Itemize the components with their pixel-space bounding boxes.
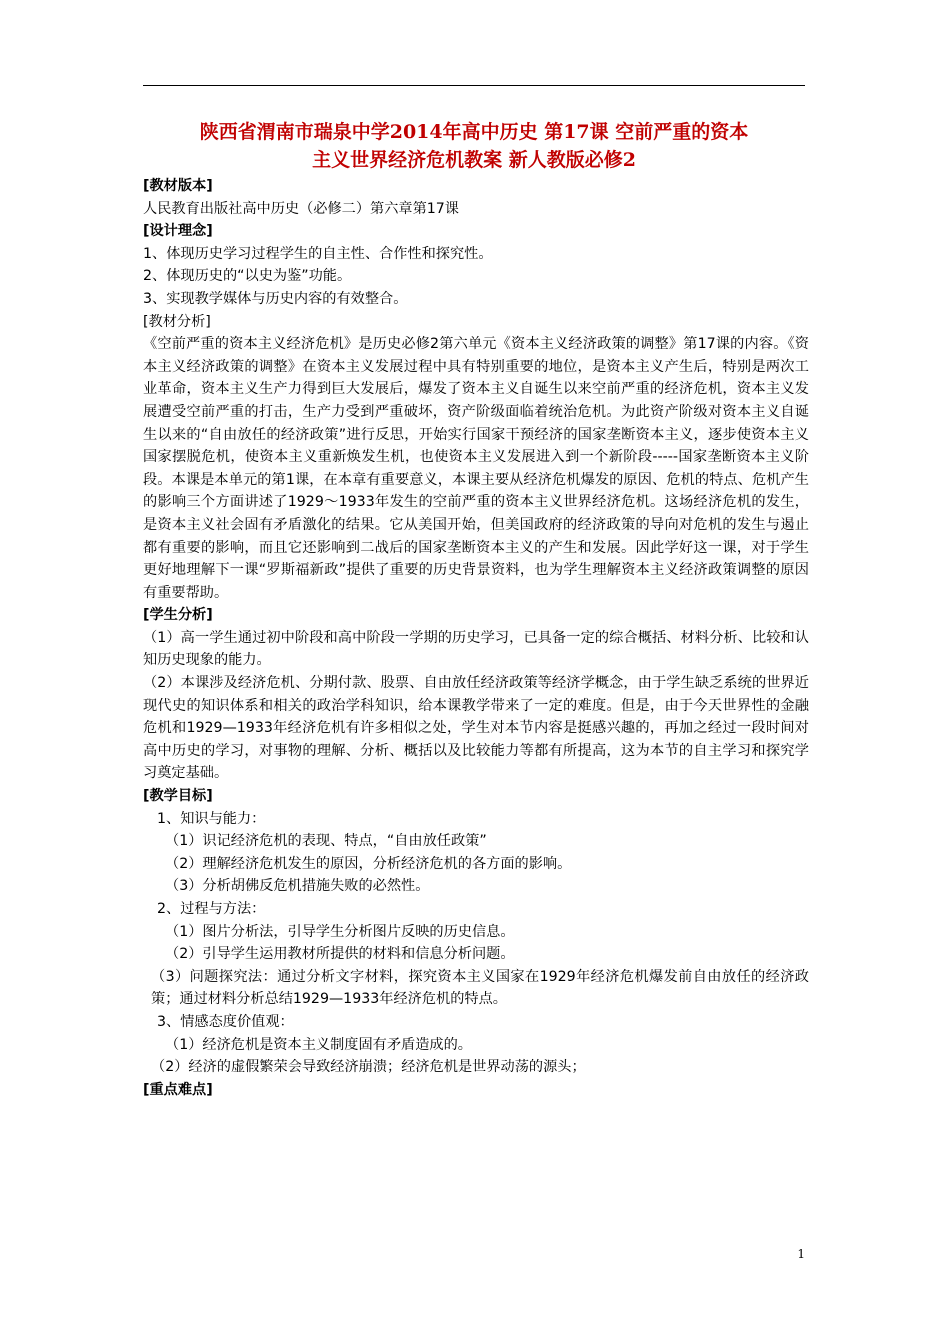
goal-item: （1）经济危机是资本主义制度固有矛盾造成的。	[165, 1036, 472, 1053]
design-item: 3、实现教学媒体与历史内容的有效整合。	[143, 290, 408, 307]
goal-item: （2）理解经济危机发生的原因，分析经济危机的各方面的影响。	[165, 855, 572, 872]
section-heading-design: [设计理念]	[143, 223, 213, 240]
goal-item: （1）识记经济危机的表现、特点，“自由放任政策”	[165, 833, 487, 850]
textbook-version-text: 人民教育出版社高中历史（必修二）第六章第17课	[143, 200, 459, 217]
goal-item: （3）分析胡佛反危机措施失败的必然性。	[165, 878, 430, 895]
goal-item: （2）经济的虚假繁荣会导致经济崩溃；经济危机是世界动荡的源头；	[151, 1059, 586, 1076]
goal-item: （2）引导学生运用教材所提供的材料和信息分析问题。	[165, 946, 515, 963]
document-body	[143, 175, 809, 1101]
goal-heading: 1、知识与能力：	[157, 810, 266, 827]
section-heading-goals: [教学目标]	[143, 788, 213, 805]
goal-item: （1）图片分析法，引导学生分析图片反映的历史信息。	[165, 923, 515, 940]
goal-heading: 3、情感态度价值观：	[157, 1013, 294, 1030]
design-item: 1、体现历史学习过程学生的自主性、合作性和探究性。	[143, 245, 493, 262]
header-rule	[143, 85, 805, 86]
title-line-1: 陕西省渭南市瑞泉中学2014年高中历史 第17课 空前严重的资本	[199, 121, 749, 143]
analysis-paragraph: 《空前严重的资本主义经济危机》是历史必修2第六单元《资本主义经济政策的调整》第17课的内容。《资本主义经济政策的调整》在资本主义发展过程中具有特别重要的地位，是资本主义产生后，特别是两次工业革命，资本主义生产力得到巨大发展后，爆发了资本主义自诞生以来空前严重的经济危机，资本主义发展遭受空前严重的打击，生产力受到严重破坏，资产阶级面临着统治危机。为此资产阶级对资本主义自诞生以来的“自由放任的经济政策”进行反思，开始实行国家干预经济的国家垄断资本主义，逐步使资本主义国家摆脱危机，使资本主义重新焕发生机，也使资本主义发展进入到一个新阶段-----国家垄断资本主义阶段。本课是本单元的第1课，在本章有重要意义，本课主要从经济危机爆发的原因、危机的特点、危机产生的影响三个方面讲述了1929～1933年发生的空前严重的资本主义世界经济危机。这场经济危机的发生，是资本主义社会固有矛盾激化的结果。它从美国开始，但美国政府的经济政策的导向对危机的发生与遏止都有重要的影响，而且它还影响到二战后的国家垄断资本主义的产生和发展。因此学好这一课，对于学生更好地理解下一课“罗斯福新政”提供了重要的历史背景资料，也为学生理解资本主义经济政策调整的原因有重要帮助。	[143, 336, 809, 601]
section-heading-textbook-version: [教材版本]	[143, 178, 213, 194]
goal-item: （3）问题探究法：通过分析文字材料，探究资本主义国家在1929年经济危机爆发前自由放任的经济政策；通过材料分析总结1929—1933年经济危机的特点。	[151, 968, 809, 1008]
goal-heading: 2、过程与方法：	[157, 901, 266, 917]
student-paragraph: （1）高一学生通过初中阶段和高中阶段一学期的历史学习，已具备一定的综合概括、材料分析、比较和认知历史现象的能力。	[143, 629, 809, 669]
document-title	[143, 118, 805, 174]
design-item: 2、体现历史的“以史为鉴”功能。	[143, 268, 352, 285]
page-number: 1	[797, 1247, 805, 1261]
section-heading-student: [学生分析]	[143, 607, 213, 624]
section-heading-analysis: [教材分析]	[143, 313, 211, 330]
student-paragraph: （2）本课涉及经济危机、分期付款、股票、自由放任经济政策等经济学概念，由于学生缺乏系统的世界近现代史的知识体系和相关的政治学科知识，给本课教学带来了一定的难度。但是，由于今天世界性的金融危机和1929—1933年经济危机有许多相似之处，学生对本节内容是挺感兴趣的，再加之经过一段时间对高中历史的学习，对事物的理解、分析、概括以及比较能力等都有所提高，这为本节的自主学习和探究学习奠定基础。	[143, 675, 809, 782]
title-line-2: 主义世界经济危机教案 新人教版必修2	[312, 149, 636, 171]
section-heading-keypoints: [重点难点]	[143, 1081, 213, 1098]
